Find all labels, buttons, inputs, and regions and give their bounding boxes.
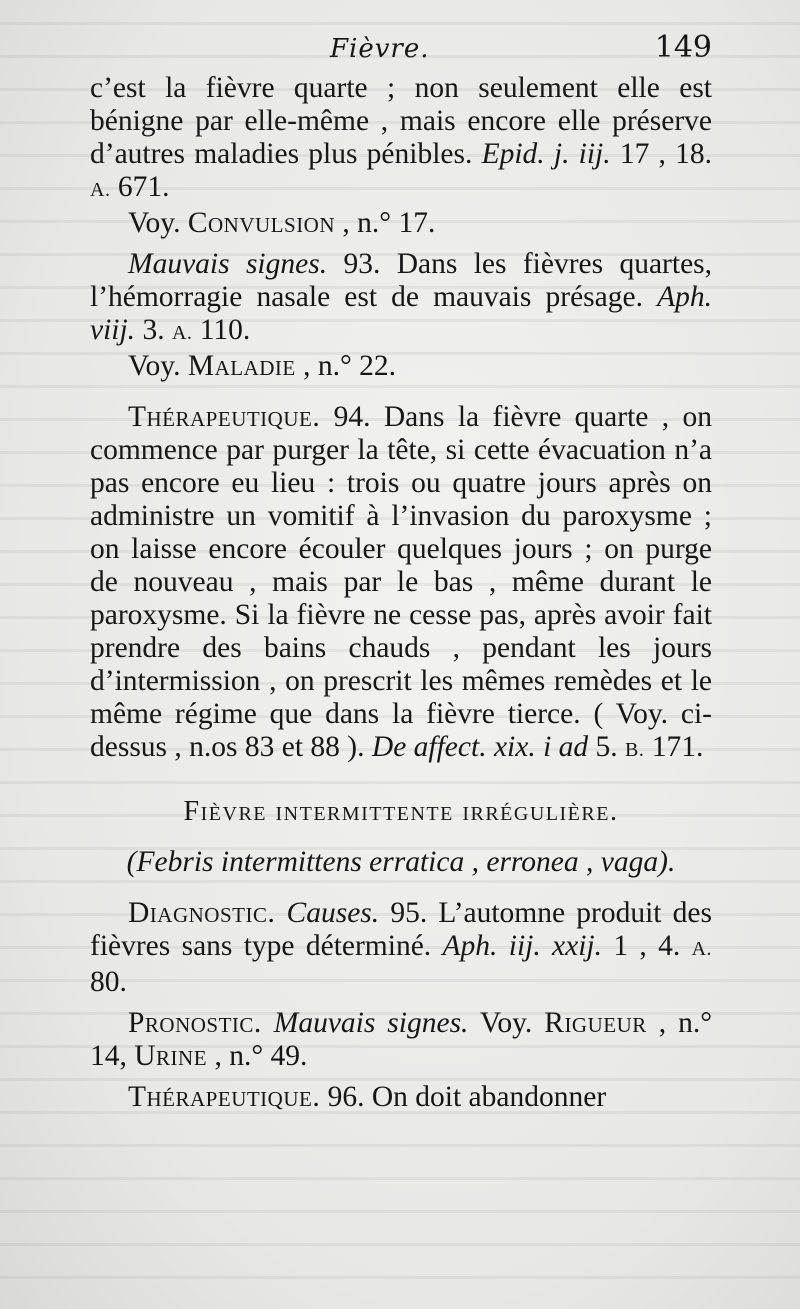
paragraph-pronostic: Pronostic. Mauvais signes. Voy. Rigueur , n.° 14, Urine , n.° 49. (90, 1007, 712, 1072)
body-text (90, 72, 712, 1114)
section-subheading: (Febris intermittens erratica , erronea , vaga). (126, 846, 676, 878)
section-heading: Fièvre intermittente irrégulière. (183, 796, 619, 827)
paragraph-therapeutique-quarte: Thérapeutique. 94. Dans la fièvre quarte , on commence par purger la tête, si cette évacuation n’a pas encore eu lieu : trois ou quatre jours après on administre un vomitif à l’invasion du paroxysme ; on laisse encore écouler quelques jours ; on purge de nouveau , mais par le bas , même durant le paroxysme. Si la fièvre ne cesse pas, après avoir fait prendre des bains chauds , pendant les jours d’intermission , on prescrit les mêmes remèdes et le même régime que dans la fièvre tierce. ( Voy. ci-dessus , n.os 83 et 88 ). De affect. xix. i ad 5. B. 171. (90, 401, 712, 763)
page-number: 149 (654, 30, 712, 65)
paragraph-diagnostic: Diagnostic. Causes. 95. L’automne produit des fièvres sans type déterminé. Aph. iij. xxij. 1 , 4. A. 80. (90, 897, 713, 998)
page-header (90, 30, 712, 70)
cross-reference-convulsion: Voy. Convulsion , n.° 17. (128, 207, 436, 239)
running-head: Fièvre. (330, 34, 430, 64)
cross-reference-maladie: Voy. Maladie , n.° 22. (128, 350, 397, 382)
paragraph-therapeutique-irreguliere: Thérapeutique. 96. On doit abandonner (128, 1081, 607, 1113)
paragraph-mauvais-signes: Mauvais signes. 93. Dans les fièvres quartes, l’hémorragie nasale est de mauvais présage. Aph. viij. 3. A. 110. (90, 248, 713, 346)
paragraph-quarte-benigne: c’est la fièvre quarte ; non seulement elle est bénigne par elle-même , mais encore elle préserve d’autres maladies plus pénibles. Epid. j. iij. 17 , 18. A. 671. (90, 72, 713, 203)
